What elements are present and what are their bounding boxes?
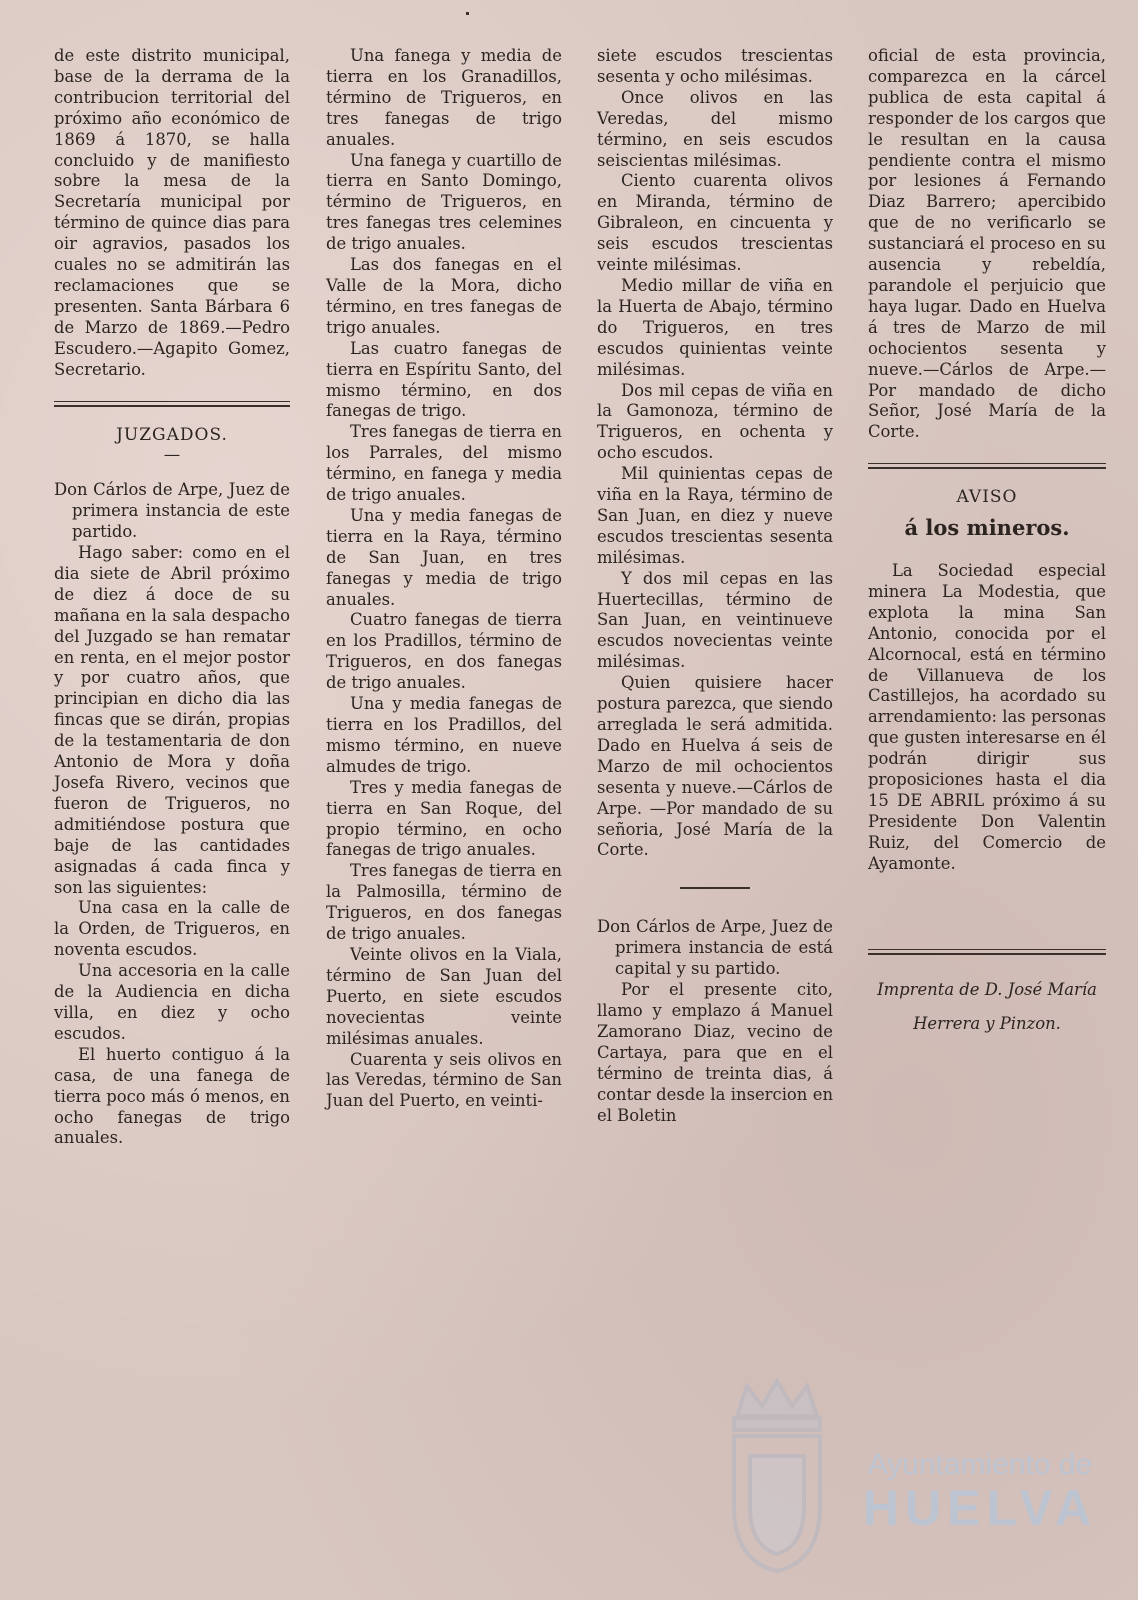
double-rule bbox=[868, 463, 1106, 469]
paragraph: Una accesoria en la calle de la Audiencia en dicha villa, en diez y ocho escudos. bbox=[54, 961, 290, 1043]
paragraph: Una fanega y media de tierra en los Granadillos, término de Trigueros, en tres fanegas de trigo anuales. bbox=[326, 46, 562, 149]
paragraph: Tres fanegas de tierra en los Parrales, del mismo término, en fanega y media de trigo anuales. bbox=[326, 422, 562, 505]
paragraph: Una y media fanegas de tierra en los Pradillos, del mismo término, en nueve almudes de trigo. bbox=[326, 694, 562, 776]
paragraph: Las cuatro fanegas de tierra en Espíritu Santo, del mismo término, en dos fanegas de trigo. bbox=[326, 338, 562, 421]
printer-line-2: Herrera y Pinzon. bbox=[913, 1013, 1061, 1033]
short-rule bbox=[680, 887, 750, 889]
column-1 bbox=[54, 46, 290, 1149]
paragraph: Una y media fanegas de tierra en la Raya, término de San Juan, en tres fanegas y media de trigo anuales. bbox=[326, 505, 562, 609]
paragraph: oficial de esta provincia, comparezca en la cárcel publica de esta capital á responder de los cargos que le resultan en la causa pendiente contra el mismo por lesiones á Fernando Diaz Barrero; apercibido que de no verificarlo se sustanciará el proceso en su ausencia y rebeldía, parandole el perjuicio que haya lugar. Dado en Huelva á tres de Marzo de mil ochocientos sesenta y nueve.—Cárlos de Arpe.—Por mandado de dicho Señor, José María de la Corte. bbox=[868, 46, 1106, 442]
edict-header: Don Cárlos de Arpe, Juez de primera instancia de este partido. bbox=[54, 480, 290, 542]
paragraph: Una casa en la calle de la Orden, de Trigueros, en noventa escudos. bbox=[54, 898, 290, 960]
paragraph: de este distrito municipal, base de la derrama de la contribucion territorial del próximo año económico de 1869 á 1870, se halla concluido y de manifiesto sobre la mesa de la Secretaría municipal por término de quince dias para oir agravios, pasados los cuales no se admitirán las reclamaciones que se presenten. Santa Bárbara 6 de Marzo de 1869.—Pedro Escudero.—Agapito Gomez, Secretario. bbox=[54, 46, 290, 379]
watermark bbox=[845, 1448, 1115, 1534]
double-rule bbox=[54, 401, 290, 407]
print-mark bbox=[466, 12, 469, 15]
paragraph: Y dos mil cepas en las Huertecillas, término de San Juan, en veintinueve escudos novecientas veinte milésimas. bbox=[597, 568, 833, 672]
paragraph: Ciento cuarenta olivos en Miranda, término de Gibraleon, en cincuenta y seis escudos trescientas veinte milésimas. bbox=[597, 171, 833, 275]
paragraph: Las dos fanegas en el Valle de la Mora, dicho término, en tres fanegas de trigo anuales. bbox=[326, 255, 562, 337]
paragraph: Cuarenta y seis olivos en las Veredas, término de San Juan del Puerto, en veinti- bbox=[326, 1049, 562, 1111]
heading-dash: — bbox=[163, 445, 181, 465]
paragraph: Cuatro fanegas de tierra en los Pradillos, término de Trigueros, en dos fanegas de trigo anuales. bbox=[326, 610, 562, 693]
paragraph: Tres y media fanegas de tierra en San Roque, del propio término, en ocho fanegas de trigo anuales. bbox=[326, 777, 562, 860]
printer-line-1: Imprenta de D. José María bbox=[877, 979, 1097, 999]
printer-imprint bbox=[868, 973, 1106, 1041]
column-2 bbox=[326, 46, 562, 1112]
paragraph: Por el presente cito, llamo y emplazo á Manuel Zamorano Diaz, vecino de Cartaya, para que en el término de treinta dias, á contar desde la insercion en el Boletin bbox=[597, 980, 833, 1125]
paragraph: Tres fanegas de tierra en la Palmosilla, término de Trigueros, en dos fanegas de trigo anuales. bbox=[326, 861, 562, 944]
coat-of-arms-icon bbox=[722, 1376, 832, 1576]
column-4 bbox=[868, 46, 1106, 1041]
paragraph: Dos mil cepas de viña en la Gamonoza, término de Trigueros, en ochenta y ocho escudos. bbox=[597, 380, 833, 463]
paragraph: La Sociedad especial minera La Modestia, que explota la mina San Antonio, conocida por el Alcornocal, está en término de Villanueva de los Castillejos, ha acordado su arrendamiento: las personas que gusten interesarse en él podrán dirigir sus proposiciones hasta el dia 15 DE ABRIL próximo á su Presidente Don Valentin Ruiz, del Comercio de Ayamonte. bbox=[868, 561, 1106, 873]
paragraph: Quien quisiere hacer postura parezca, que siendo arreglada le será admitida. Dado en Huelva á seis de Marzo de mil ochocientos sesenta y nueve.—Cárlos de Arpe. —Por mandado de su señoria, José María de la Corte. bbox=[597, 673, 833, 860]
section-heading: JUZGADOS. bbox=[116, 424, 228, 445]
paragraph: Medio millar de viña en la Huerta de Abajo, término do Trigueros, en tres escudos quinientas veinte milésimas. bbox=[597, 275, 833, 379]
paragraph: Mil quinientas cepas de viña en la Raya, término de San Juan, en diez y nueve escudos trescientas sesenta milésimas. bbox=[597, 464, 833, 567]
paragraph: Hago saber: como en el dia siete de Abril próximo de diez á doce de su mañana en la sala despacho del Juzgado se han rematar en renta, en el mejor postor y por cuatro años, que principian en dicho dia las fincas que se dirán, propias de la testamentaria de don Antonio de Mora y doña Josefa Rivero, vecinos que fueron de Trigueros, no admitiéndose postura que baje de las cantidades asignadas á cada finca y son las siguientes: bbox=[54, 543, 290, 897]
watermark-line-2: HUELVA bbox=[862, 1480, 1098, 1536]
paragraph: siete escudos trescientas sesenta y ocho milésimas. bbox=[597, 46, 833, 86]
watermark-line-1: Ayuntamiento de bbox=[867, 1448, 1093, 1481]
paragraph: Una fanega y cuartillo de tierra en Santo Domingo, término de Trigueros, en tres fanegas tres celemines de trigo anuales. bbox=[326, 150, 562, 254]
edict-header: Don Cárlos de Arpe, Juez de primera instancia de está capital y su partido. bbox=[597, 917, 833, 979]
double-rule bbox=[868, 949, 1106, 955]
paragraph: Once olivos en las Veredas, del mismo término, en seis escudos seiscientas milésimas. bbox=[597, 87, 833, 170]
notice-subheading: á los mineros. bbox=[904, 515, 1070, 541]
paragraph: El huerto contiguo á la casa, de una fanega de tierra poco más ó menos, en ocho fanegas de trigo anuales. bbox=[54, 1044, 290, 1148]
paragraph: Veinte olivos en la Viala, término de San Juan del Puerto, en siete escudos novecientas veinte milésimas anuales. bbox=[326, 944, 562, 1048]
column-3 bbox=[597, 46, 833, 1126]
notice-heading: AVISO bbox=[956, 487, 1018, 508]
